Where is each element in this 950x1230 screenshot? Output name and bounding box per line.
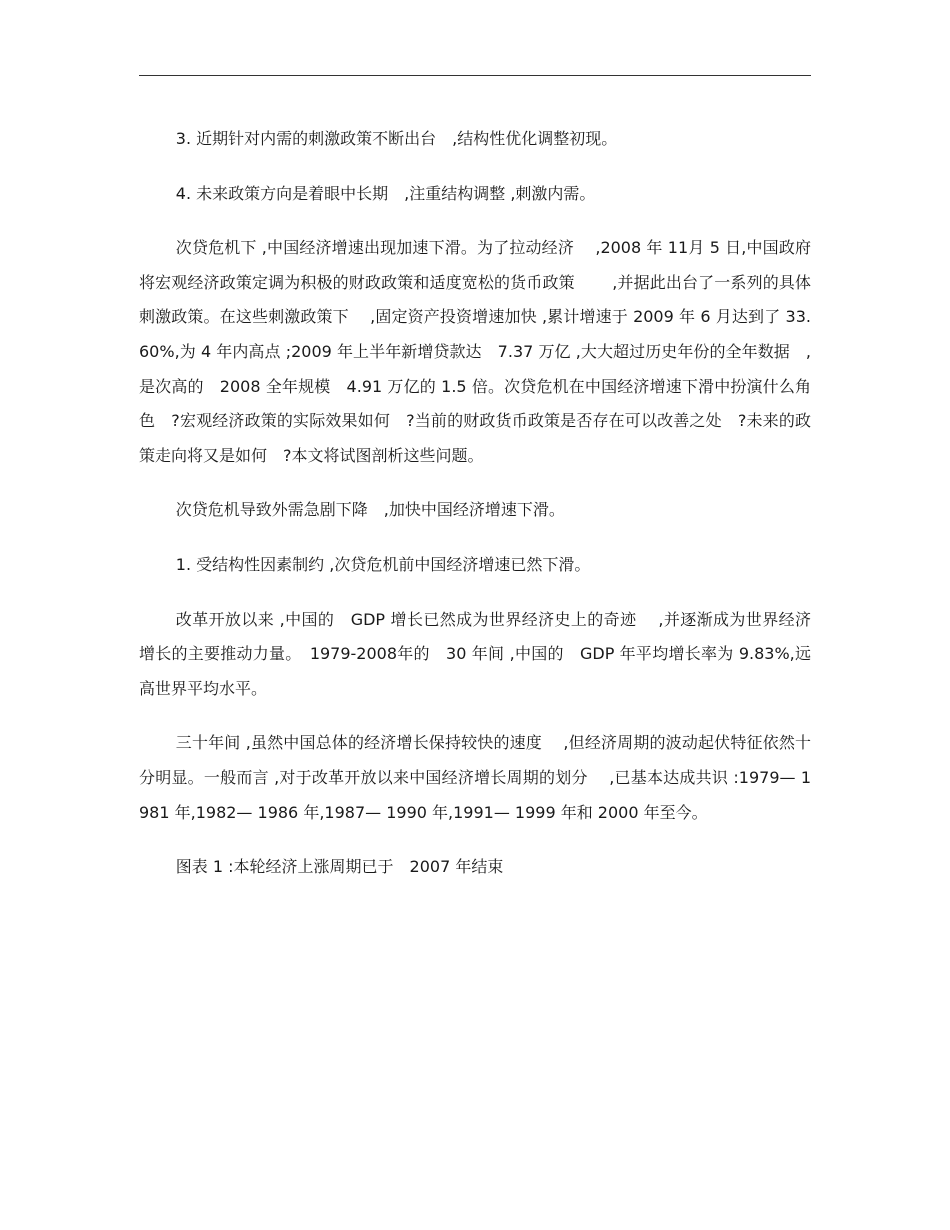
paragraph-sub-point-1: 1. 受结构性因素制约 ,次贷危机前中国经济增速已然下滑。 <box>175 554 591 574</box>
figure-caption: 图表 1 :本轮经济上涨周期已于 2007 年结束 <box>175 857 504 877</box>
paragraph-gdp-growth: 改革开放以来 ,中国的 GDP 增长已然成为世界经济史上的奇迹 ,并逐渐成为世界经济增长的主要推动力量。 1979-2008年的 30 年间 ,中国的 GDP 年平均增长率为 9.83%,远高世界平均水平。 <box>139 609 811 698</box>
section-heading: 次贷危机导致外需急剧下降 ,加快中国经济增速下滑。 <box>175 500 565 520</box>
document-body <box>139 122 811 885</box>
paragraph-cycles: 三十年间 ,虽然中国总体的经济增长保持较快的速度 ,但经济周期的波动起伏特征依然十分明显。一般而言 ,对于改革开放以来中国经济增长周期的划分 ,已基本达成共识 :1979— 1981 年,1982— 1986 年,1987— 1990 年,1991— 1999 年和 2000 年至今。 <box>139 733 811 822</box>
paragraph-point-3: 3. 近期针对内需的刺激政策不断出台 ,结构性优化调整初现。 <box>175 129 618 148</box>
header-rule <box>139 75 811 76</box>
paragraph-intro: 次贷危机下 ,中国经济增速出现加速下滑。为了拉动经济 ,2008 年 11月 5 日,中国政府将宏观经济政策定调为积极的财政政策和适度宽松的货币政策 ,并据此出台了一系列的具体刺激政策。在这些刺激政策下 ,固定资产投资增速加快 ,累计增速于 2009 年 6 月达到了 33.60%,为 4 年内高点 ;2009 年上半年新增贷款达 7.37 万亿 ,大大超过历史年份的全年数据 ,是次高的 2008 全年规模 4.91 万亿的 1.5 倍。次贷危机在中国经济增速下滑中扮演什么角色 ?宏观经济政策的实际效果如何 ?当前的财政货币政策是否存在可以改善之处 ?未来的政策走向将又是如何 ?本文将试图剖析这些问题。 <box>139 238 811 465</box>
paragraph-point-4: 4. 未来政策方向是着眼中长期 ,注重结构调整 ,刺激内需。 <box>175 183 596 203</box>
